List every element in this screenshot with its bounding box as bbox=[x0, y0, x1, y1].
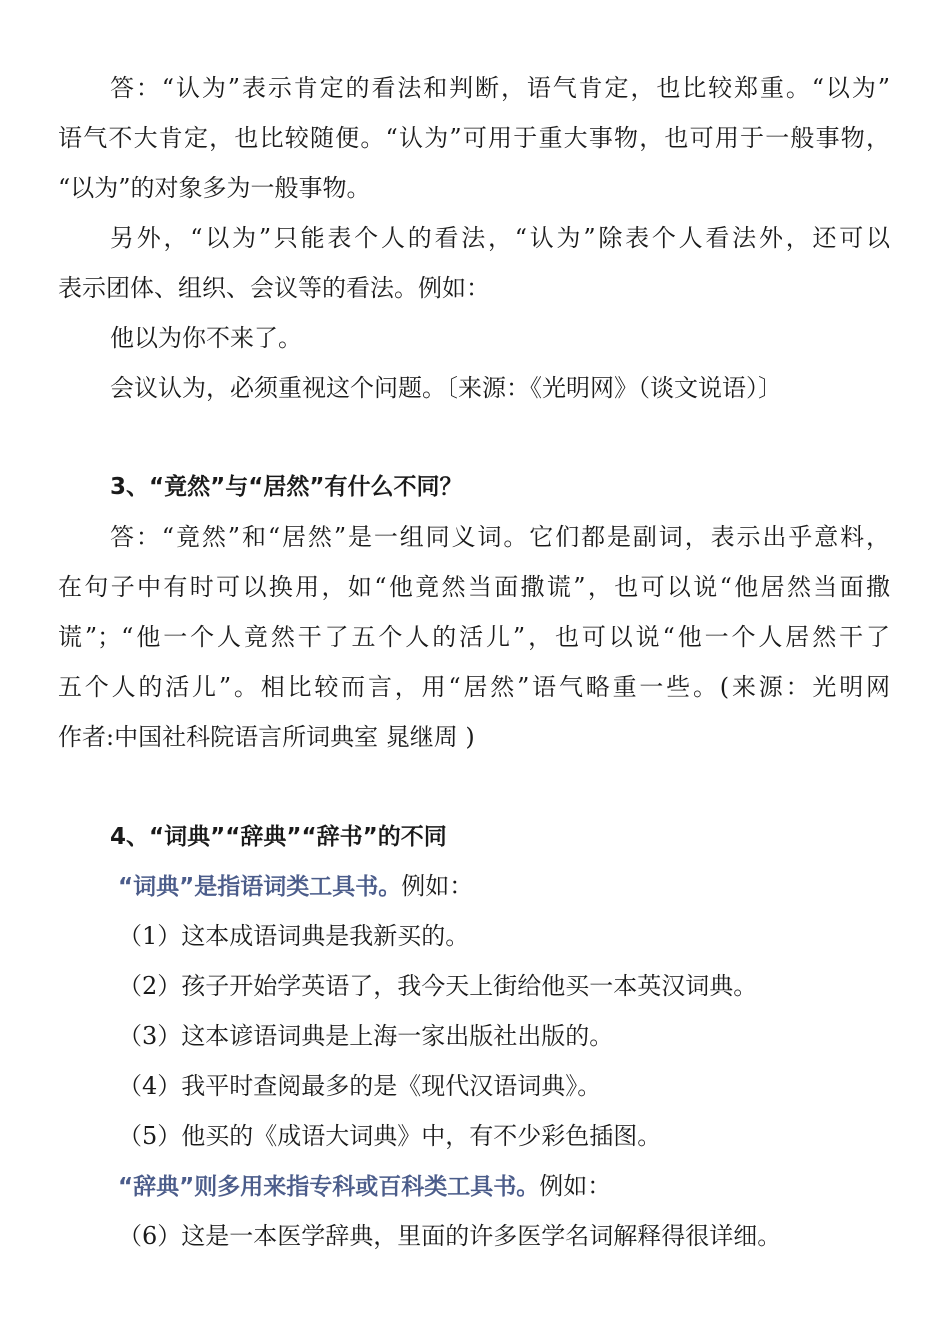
list-item: （2）孩子开始学英语了，我今天上街给他买一本英汉词典。 bbox=[118, 972, 758, 1000]
list-item: （5）他买的《成语大词典》中，有不少彩色插图。 bbox=[118, 1122, 662, 1150]
example-sentence: 他以为你不来了。 bbox=[110, 324, 302, 352]
answer-paragraph-line: 五个人的活儿”。相比较而言，用“居然”语气略重一些。(来源：光明网 bbox=[58, 673, 890, 701]
additional-paragraph-line: 表示团体、组织、会议等的看法。例如： bbox=[58, 274, 490, 302]
answer-paragraph-line: “以为”的对象多为一般事物。 bbox=[58, 174, 371, 202]
section-4-heading: 4、“词典”“辞典”“辞书”的不同 bbox=[110, 824, 447, 850]
cidian2-definition-line bbox=[0, 1171, 950, 1202]
answer-paragraph-line: 语气不大肯定，也比较随便。“认为”可用于重大事物，也可用于一般事物， bbox=[58, 124, 890, 152]
answer-paragraph-line: 答：“竟然”和“居然”是一组同义词。它们都是副词，表示出乎意料， bbox=[110, 523, 890, 551]
cidian2-definition: “辞典”则多用来指专科或百科类工具书。 bbox=[118, 1174, 540, 1200]
section-3-heading: 3、“竟然”与“居然”有什么不同？ bbox=[110, 474, 463, 500]
example-prefix: 例如： bbox=[401, 872, 474, 900]
cidian-definition: “词典”是指语词类工具书。 bbox=[118, 874, 402, 900]
list-item: （6）这是一本医学辞典，里面的许多医学名词解释得很详细。 bbox=[118, 1222, 782, 1250]
answer-paragraph-line: 谎”；“他一个人竟然干了五个人的活儿”，也可以说“他一个人居然干了 bbox=[58, 623, 890, 651]
list-item: （4）我平时查阅最多的是《现代汉语词典》。 bbox=[118, 1072, 602, 1100]
additional-paragraph-line: 另外，“以为”只能表个人的看法，“认为”除表个人看法外，还可以 bbox=[110, 224, 890, 252]
example-sentence-with-source: 会议认为，必须重视这个问题。〔来源：《光明网》（谈文说语）〕 bbox=[110, 374, 782, 402]
source-credit-line: 作者:中国社科院语言所词典室 晁继周 ) bbox=[58, 723, 475, 751]
example-prefix: 例如： bbox=[539, 1172, 612, 1200]
cidian-definition-line bbox=[0, 871, 950, 902]
list-item: （1）这本成语词典是我新买的。 bbox=[118, 922, 470, 950]
answer-paragraph-line: 在句子中有时可以换用，如“他竟然当面撒谎”，也可以说“他居然当面撒 bbox=[58, 573, 890, 601]
answer-paragraph-line: 答：“认为”表示肯定的看法和判断，语气肯定，也比较郑重。“以为” bbox=[110, 74, 890, 102]
list-item: （3）这本谚语词典是上海一家出版社出版的。 bbox=[118, 1022, 614, 1050]
